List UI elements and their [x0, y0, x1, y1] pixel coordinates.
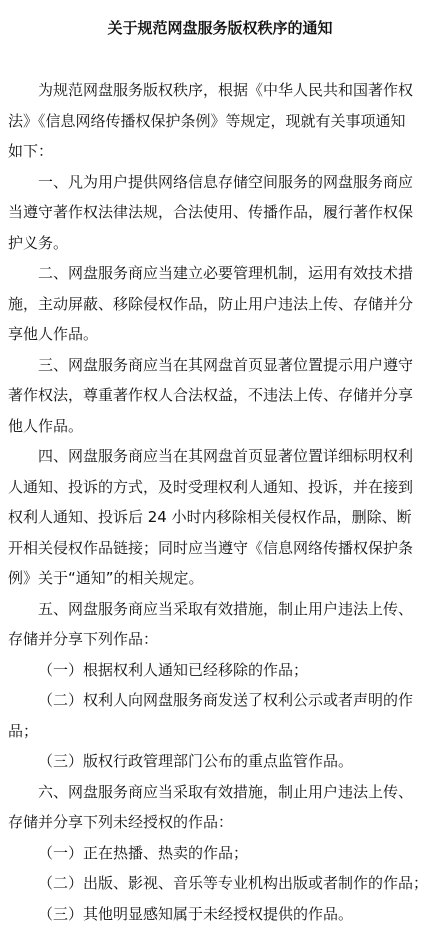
paragraph-line: 三、网盘服务商应当在其网盘首页显著位置提示用户遵守	[38, 356, 414, 374]
paragraph-line: 法》《信息网络传播权保护条例》等规定，现就有关事项通知	[8, 112, 406, 130]
list-item: （二）出版、影视、音乐等专业机构出版或者制作的作品；	[38, 874, 429, 892]
paragraph-line: 著作权法，尊重著作权人合法权益，不违法上传、存储并分享	[8, 386, 414, 404]
paragraph-line: 五、网盘服务商应当采取有效措施，制止用户违法上传、	[38, 600, 414, 618]
paragraph-line: 如下：	[8, 142, 54, 160]
paragraph-line: 享他人作品。	[8, 325, 99, 343]
list-item: （一）正在热播、热卖的作品；	[38, 844, 249, 862]
paragraph-line: 他人作品。	[8, 417, 84, 435]
paragraph-line: 六、网盘服务商应当采取有效措施，制止用户违法上传、	[38, 783, 414, 801]
paragraph-line: 当遵守著作权法律法规，合法使用、传播作品，履行著作权保	[8, 203, 414, 221]
paragraph-line: 存储并分享下列未经授权的作品：	[8, 813, 234, 831]
paragraph-line: 人通知、投诉的方式，及时受理权利人通知、投诉，并在接到	[8, 478, 414, 496]
list-item: （一）根据权利人通知已经移除的作品；	[38, 661, 309, 679]
paragraph-line: 施，主动屏蔽、移除侵权作品，防止用户违法上传、存储并分	[8, 295, 414, 313]
list-item: （三）其他明显感知属于未经授权提供的作品。	[38, 905, 354, 923]
paragraph-line: 权利人通知、投诉后 24 小时内移除相关侵权作品，删除、断	[8, 508, 412, 526]
paragraph-line: 存储并分享下列作品：	[8, 630, 159, 648]
paragraph-line: 开相关侵权作品链接；同时应当遵守《信息网络传播权保护条	[8, 539, 414, 557]
paragraph-line: 为规范网盘服务版权秩序，根据《中华人民共和国著作权	[38, 81, 414, 99]
paragraph-line: 四、网盘服务商应当在其网盘首页显著位置详细标明权利	[38, 447, 414, 465]
paragraph-line: 品；	[8, 722, 39, 740]
paragraph-line: 例》关于“通知”的相关规定。	[8, 569, 204, 587]
paragraph-line: 一、凡为用户提供网络信息存储空间服务的网盘服务商应	[38, 173, 414, 191]
list-item: （二）权利人向网盘服务商发送了权利公示或者声明的作	[38, 691, 414, 709]
paragraph-line: 护义务。	[8, 234, 69, 252]
list-item: （三）版权行政管理部门公布的重点监管作品。	[38, 752, 354, 770]
paragraph-line: 二、网盘服务商应当建立必要管理机制，运用有效技术措	[38, 264, 414, 282]
document-title: 关于规范网盘服务版权秩序的通知	[107, 19, 333, 37]
